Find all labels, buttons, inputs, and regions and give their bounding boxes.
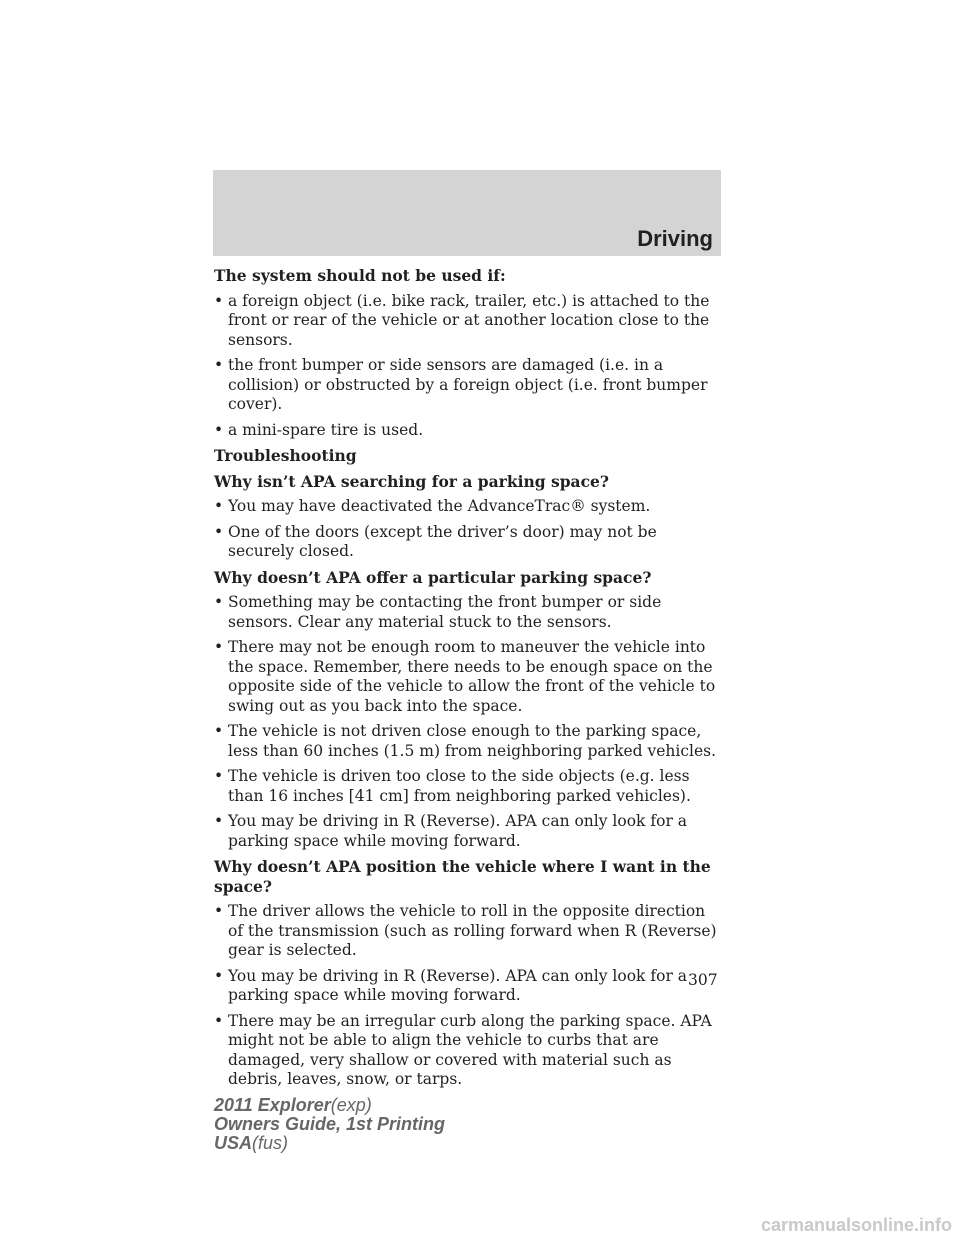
bullet-text: There may be an irregular curb along the parking space. APA might not be able to align the vehicle to curbs that are damaged, very shallow or covered with material such as debris, leaves, snow, or tarps. <box>228 1011 712 1088</box>
bullet-dot-icon: • <box>214 497 224 515</box>
bullet-item <box>214 902 724 961</box>
footer-line-1: 2011 Explorer(exp) <box>214 1095 372 1115</box>
section-header <box>213 170 721 256</box>
bullet-text: The vehicle is driven too close to the side objects (e.g. less than 16 inches [41 cm] from neighboring parked vehicles). <box>228 767 691 805</box>
bullet-item <box>214 497 724 517</box>
bullet-item <box>214 967 724 1006</box>
bullet-item <box>214 722 724 761</box>
bullet-dot-icon: • <box>214 522 224 541</box>
page-content <box>214 266 724 1096</box>
subheading: Why isn’t APA searching for a parking space? <box>214 471 609 491</box>
bullet-item <box>214 812 724 851</box>
bullet-dot-icon: • <box>214 356 224 374</box>
bullet-dot-icon: • <box>214 420 224 439</box>
bullet-text: The vehicle is not driven close enough to the parking space, less than 60 inches (1.5 m) from neighboring parked vehicles. <box>228 722 717 760</box>
bullet-item <box>214 356 724 415</box>
bullet-dot-icon: • <box>214 902 224 920</box>
bullet-dot-icon: • <box>214 966 224 985</box>
bullet-text: The driver allows the vehicle to roll in the opposite direction of the transmission (such as rolling forward when R (Reverse) gear is selected. <box>228 902 717 959</box>
bullet-text: a mini-spare tire is used. <box>228 420 424 439</box>
bullet-item <box>214 421 724 441</box>
bullet-dot-icon: • <box>214 812 224 830</box>
bullet-text: the front bumper or side sensors are damaged (i.e. in a collision) or obstructed by a foreign object (i.e. front bumper cover). <box>228 356 708 413</box>
bullet-dot-icon: • <box>214 638 224 656</box>
footer-line-2: Owners Guide, 1st Printing <box>214 1114 446 1134</box>
print-footer <box>214 1096 445 1153</box>
bullet-item <box>214 593 724 632</box>
bullet-item <box>214 523 724 562</box>
bullet-item <box>214 1012 724 1090</box>
bullet-item <box>214 638 724 716</box>
subheading: Troubleshooting <box>214 446 357 465</box>
subheading: Why doesn’t APA position the vehicle where I want in the space? <box>214 857 711 896</box>
footer-line-3: USA(fus) <box>214 1133 289 1153</box>
bullet-item <box>214 767 724 806</box>
bullet-text: There may not be enough room to maneuver the vehicle into the space. Remember, there needs to be enough space on the opposite side of the vehicle to allow the front of the vehicle to swing out as you back into the space. <box>228 638 716 715</box>
bullet-dot-icon: • <box>214 722 224 740</box>
bullet-dot-icon: • <box>214 767 224 785</box>
bullet-dot-icon: • <box>214 291 224 310</box>
bullet-text: a foreign object (i.e. bike rack, trailer, etc.) is attached to the front or rear of the vehicle or at another location close to the sensors. <box>228 291 710 349</box>
subheading: Why doesn’t APA offer a particular parking space? <box>214 567 652 587</box>
bullet-item <box>214 292 724 351</box>
bullet-text: You may be driving in R (Reverse). APA can only look for a parking space while moving forward. <box>228 966 688 1004</box>
bullet-dot-icon: • <box>214 1011 224 1030</box>
subheading: The system should not be used if: <box>214 266 506 285</box>
section-title: Driving <box>637 226 713 251</box>
page-number: 307 <box>688 971 718 989</box>
bullet-text: Something may be contacting the front bumper or side sensors. Clear any material stuck to the sensors. <box>228 593 662 631</box>
bullet-text: You may be driving in R (Reverse). APA can only look for a parking space while moving forward. <box>228 812 688 850</box>
bullet-text: You may have deactivated the AdvanceTrac® system. <box>228 497 651 515</box>
bullet-text: One of the doors (except the driver’s door) may not be securely closed. <box>228 522 657 560</box>
bullet-dot-icon: • <box>214 593 224 611</box>
watermark: carmanualsonline.info <box>760 1215 952 1235</box>
